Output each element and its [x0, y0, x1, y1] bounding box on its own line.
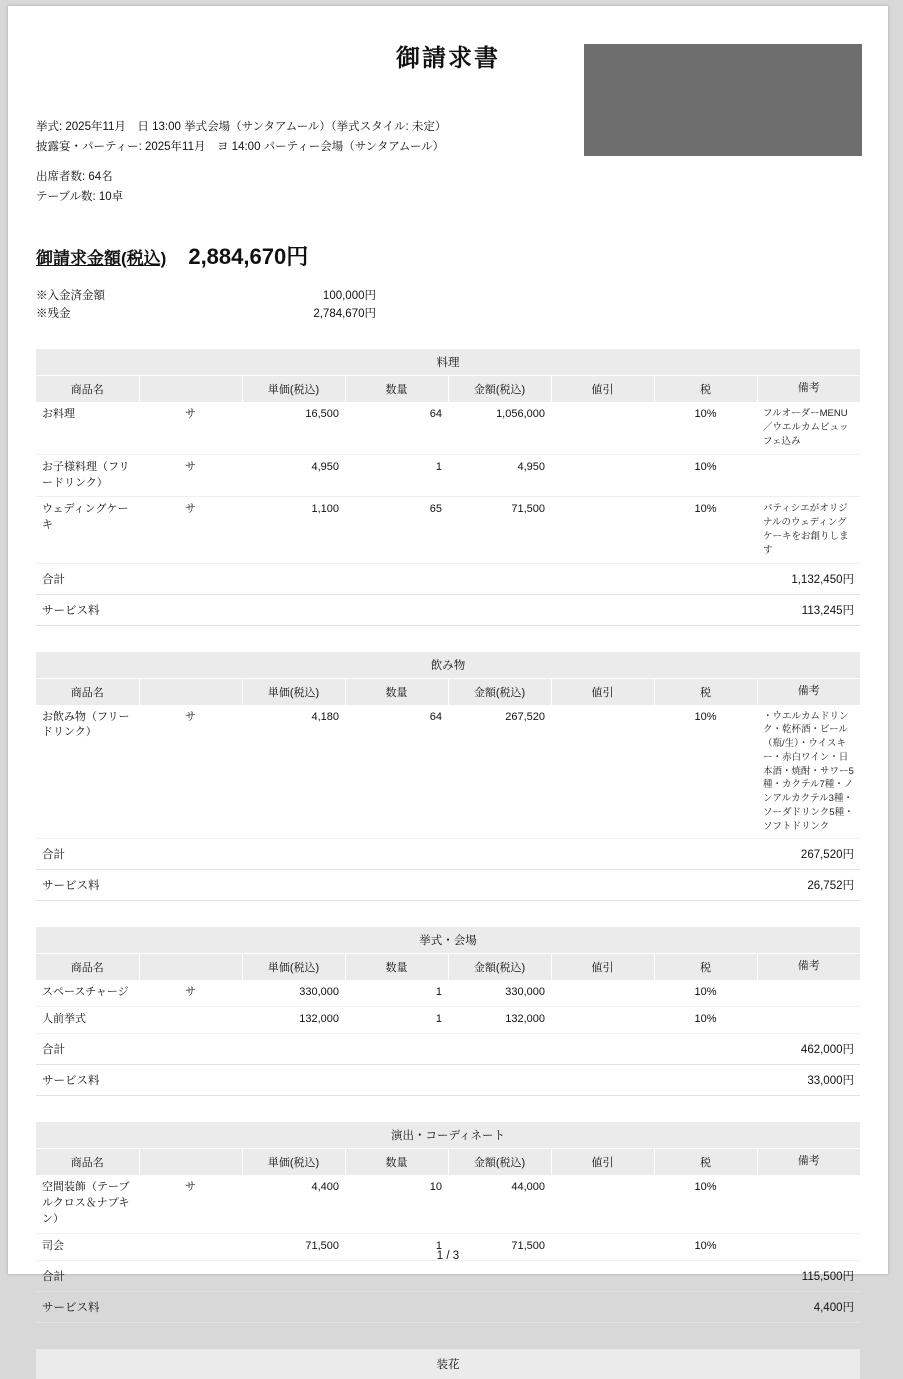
item-name: 人前挙式	[36, 1007, 139, 1034]
item-qty: 1	[345, 1007, 448, 1034]
item-tax: 10%	[654, 1007, 757, 1034]
item-qty: 64	[345, 705, 448, 839]
subtotal-row	[36, 1034, 860, 1065]
paid-label: ※入金済金額	[36, 289, 105, 302]
item-sa: サ	[139, 980, 242, 1006]
item-amount: 1,056,000	[448, 402, 551, 454]
invoice-content	[8, 6, 888, 1372]
col-discount: 値引	[551, 376, 654, 403]
venue-photo-placeholder	[584, 44, 862, 156]
item-discount	[551, 402, 654, 454]
section-totals	[36, 839, 860, 901]
section-title: 演出・コーディネート	[36, 1122, 860, 1149]
section-header-row	[36, 349, 860, 376]
page-indicator: 1 / 3	[436, 1250, 460, 1262]
item-amount: 44,000	[448, 1175, 551, 1233]
item-amount: 267,520	[448, 705, 551, 839]
item-tax: 10%	[654, 402, 757, 454]
column-header-row	[36, 954, 860, 981]
table-row	[36, 454, 860, 497]
item-qty: 65	[345, 497, 448, 563]
total-amount-label: 御請求金額(税込)	[36, 248, 167, 268]
section-title: 挙式・会場	[36, 927, 860, 954]
item-note	[757, 454, 860, 497]
payment-summary	[36, 287, 860, 324]
service-row	[36, 1065, 860, 1096]
subtotal-row	[36, 564, 860, 595]
subtotal-row	[36, 839, 860, 870]
section-header-row	[36, 927, 860, 954]
item-name: ウェディングケーキ	[36, 497, 139, 563]
item-qty: 1	[345, 1234, 448, 1261]
service-row	[36, 594, 860, 625]
section-title: 飲み物	[36, 652, 860, 679]
col-discount: 値引	[551, 678, 654, 705]
column-header-row	[36, 1149, 860, 1176]
item-note: パティシエがオリジナルのウェディングケーキをお創りします	[757, 497, 860, 563]
subtotal-label: 合計	[36, 839, 462, 870]
subtotal-value: 462,000円	[462, 1034, 860, 1065]
col-amount: 金額(税込)	[448, 954, 551, 981]
item-note	[757, 980, 860, 1006]
col-qty: 数量	[345, 954, 448, 981]
table-count-line: テーブル数: 10卓	[36, 191, 124, 204]
col-unit: 単価(税込)	[242, 678, 345, 705]
item-name: お子様料理（フリードリンク）	[36, 454, 139, 497]
col-tax: 税	[654, 376, 757, 403]
section-totals	[36, 1261, 860, 1323]
subtotal-row	[36, 1261, 860, 1292]
item-note	[757, 1175, 860, 1233]
service-value: 33,000円	[462, 1065, 860, 1096]
item-discount	[551, 454, 654, 497]
col-unit: 単価(税込)	[242, 376, 345, 403]
col-tax: 税	[654, 678, 757, 705]
table-row	[36, 1007, 860, 1034]
item-sa: サ	[139, 402, 242, 454]
item-sa: サ	[139, 705, 242, 839]
table-row	[36, 402, 860, 454]
table-row	[36, 705, 860, 839]
item-discount	[551, 497, 654, 563]
service-label: サービス料	[36, 870, 462, 901]
item-unit: 330,000	[242, 980, 345, 1006]
col-sa	[139, 954, 242, 981]
section-header-row	[36, 652, 860, 679]
paid-value: 100,000円	[322, 289, 376, 302]
col-name: 商品名	[36, 1149, 139, 1176]
item-amount: 330,000	[448, 980, 551, 1006]
service-value: 113,245円	[433, 594, 860, 625]
item-unit: 4,950	[242, 454, 345, 497]
item-sa	[139, 1007, 242, 1034]
col-tax: 税	[654, 1149, 757, 1176]
item-amount: 4,950	[448, 454, 551, 497]
table-row	[36, 1175, 860, 1233]
item-sa: サ	[139, 1175, 242, 1233]
service-row	[36, 870, 860, 901]
item-discount	[551, 980, 654, 1006]
page-title: 御請求書	[396, 45, 500, 72]
item-sa: サ	[139, 454, 242, 497]
subtotal-value: 267,520円	[462, 839, 860, 870]
items-table	[36, 1122, 860, 1261]
item-qty: 1	[345, 980, 448, 1006]
guest-count-line: 出席者数: 64名	[36, 171, 113, 184]
item-name: スペースチャージ	[36, 980, 139, 1006]
item-amount: 132,000	[448, 1007, 551, 1034]
item-unit: 16,500	[242, 402, 345, 454]
service-value: 4,400円	[464, 1292, 860, 1323]
col-unit: 単価(税込)	[242, 1149, 345, 1176]
col-note: 備考	[757, 376, 860, 403]
item-discount	[551, 1175, 654, 1233]
total-amount-row	[36, 240, 860, 271]
item-qty: 64	[345, 402, 448, 454]
item-unit: 71,500	[242, 1234, 345, 1261]
item-qty: 10	[345, 1175, 448, 1233]
subtotal-label: 合計	[36, 564, 433, 595]
item-note	[757, 1007, 860, 1034]
section-料理	[36, 349, 860, 625]
item-tax: 10%	[654, 980, 757, 1006]
col-name: 商品名	[36, 954, 139, 981]
items-table	[36, 652, 860, 840]
item-discount	[551, 1007, 654, 1034]
section-totals	[36, 1034, 860, 1096]
col-discount: 値引	[551, 954, 654, 981]
item-tax: 10%	[654, 1175, 757, 1233]
service-row	[36, 1292, 860, 1323]
invoice-sheet	[8, 6, 888, 1372]
col-sa	[139, 1149, 242, 1176]
column-header-row	[36, 376, 860, 403]
subtotal-label: 合計	[36, 1261, 464, 1292]
col-qty: 数量	[345, 1149, 448, 1176]
paid-row	[36, 287, 860, 305]
service-value: 26,752円	[462, 870, 860, 901]
item-name: お料理	[36, 402, 139, 454]
col-tax: 税	[654, 954, 757, 981]
col-note: 備考	[757, 1149, 860, 1176]
section-飲み物	[36, 652, 860, 902]
items-table	[36, 927, 860, 1034]
balance-row	[36, 305, 860, 323]
col-qty: 数量	[345, 376, 448, 403]
item-name: 空間装飾（テーブルクロス＆ナプキン）	[36, 1175, 139, 1233]
section-totals	[36, 564, 860, 626]
item-name: 司会	[36, 1234, 139, 1261]
col-qty: 数量	[345, 678, 448, 705]
items-table	[36, 349, 860, 563]
ceremony-line: 挙式: 2025年11月 日 13:00 挙式会場（サンタアムール）（挙式スタイル: 未定）	[36, 121, 447, 133]
section-title: 料理	[36, 349, 860, 376]
item-unit: 1,100	[242, 497, 345, 563]
col-note: 備考	[757, 678, 860, 705]
service-label: サービス料	[36, 594, 433, 625]
service-label: サービス料	[36, 1065, 462, 1096]
item-tax: 10%	[654, 497, 757, 563]
section-挙式会場	[36, 927, 860, 1096]
total-amount-value: 2,884,670円	[188, 243, 309, 269]
col-name: 商品名	[36, 376, 139, 403]
col-name: 商品名	[36, 678, 139, 705]
section-header-row	[36, 1122, 860, 1149]
item-sa: サ	[139, 497, 242, 563]
reception-line: 披露宴・パーティー: 2025年11月 ヨ 14:00 パーティー会場（サンタアムール）	[36, 141, 445, 154]
item-unit: 4,180	[242, 705, 345, 839]
balance-label: ※残金	[36, 307, 71, 320]
section-title-装花: 装花	[36, 1349, 860, 1379]
item-tax: 10%	[654, 454, 757, 497]
col-note: 備考	[757, 954, 860, 981]
item-amount: 71,500	[448, 1234, 551, 1261]
subtotal-value: 1,132,450円	[433, 564, 860, 595]
balance-value: 2,784,670円	[313, 307, 376, 320]
col-sa	[139, 376, 242, 403]
item-unit: 132,000	[242, 1007, 345, 1034]
item-tax: 10%	[654, 705, 757, 839]
table-row	[36, 497, 860, 563]
item-discount	[551, 705, 654, 839]
item-unit: 4,400	[242, 1175, 345, 1233]
col-unit: 単価(税込)	[242, 954, 345, 981]
item-tax: 10%	[654, 1234, 757, 1261]
item-amount: 71,500	[448, 497, 551, 563]
col-discount: 値引	[551, 1149, 654, 1176]
service-label: サービス料	[36, 1292, 464, 1323]
item-note: ・ウエルカムドリンク・乾杯酒・ビール（瓶/生）・ウイスキー・赤白ワイン・日本酒・焼酎・サワー5種・カクテル7種・ノンアルカクテル3種・ソーダドリンク5種・ソフトドリンク	[757, 705, 860, 839]
section-演出コーディネート	[36, 1122, 860, 1323]
col-amount: 金額(税込)	[448, 678, 551, 705]
subtotal-value: 115,500円	[464, 1261, 860, 1292]
col-amount: 金額(税込)	[448, 1149, 551, 1176]
table-row	[36, 980, 860, 1006]
item-note: フルオーダーMENU／ウエルカムビュッフェ込み	[757, 402, 860, 454]
item-qty: 1	[345, 454, 448, 497]
item-name: お飲み物（フリードリンク）	[36, 705, 139, 839]
column-header-row	[36, 678, 860, 705]
subtotal-label: 合計	[36, 1034, 462, 1065]
col-sa	[139, 678, 242, 705]
col-amount: 金額(税込)	[448, 376, 551, 403]
